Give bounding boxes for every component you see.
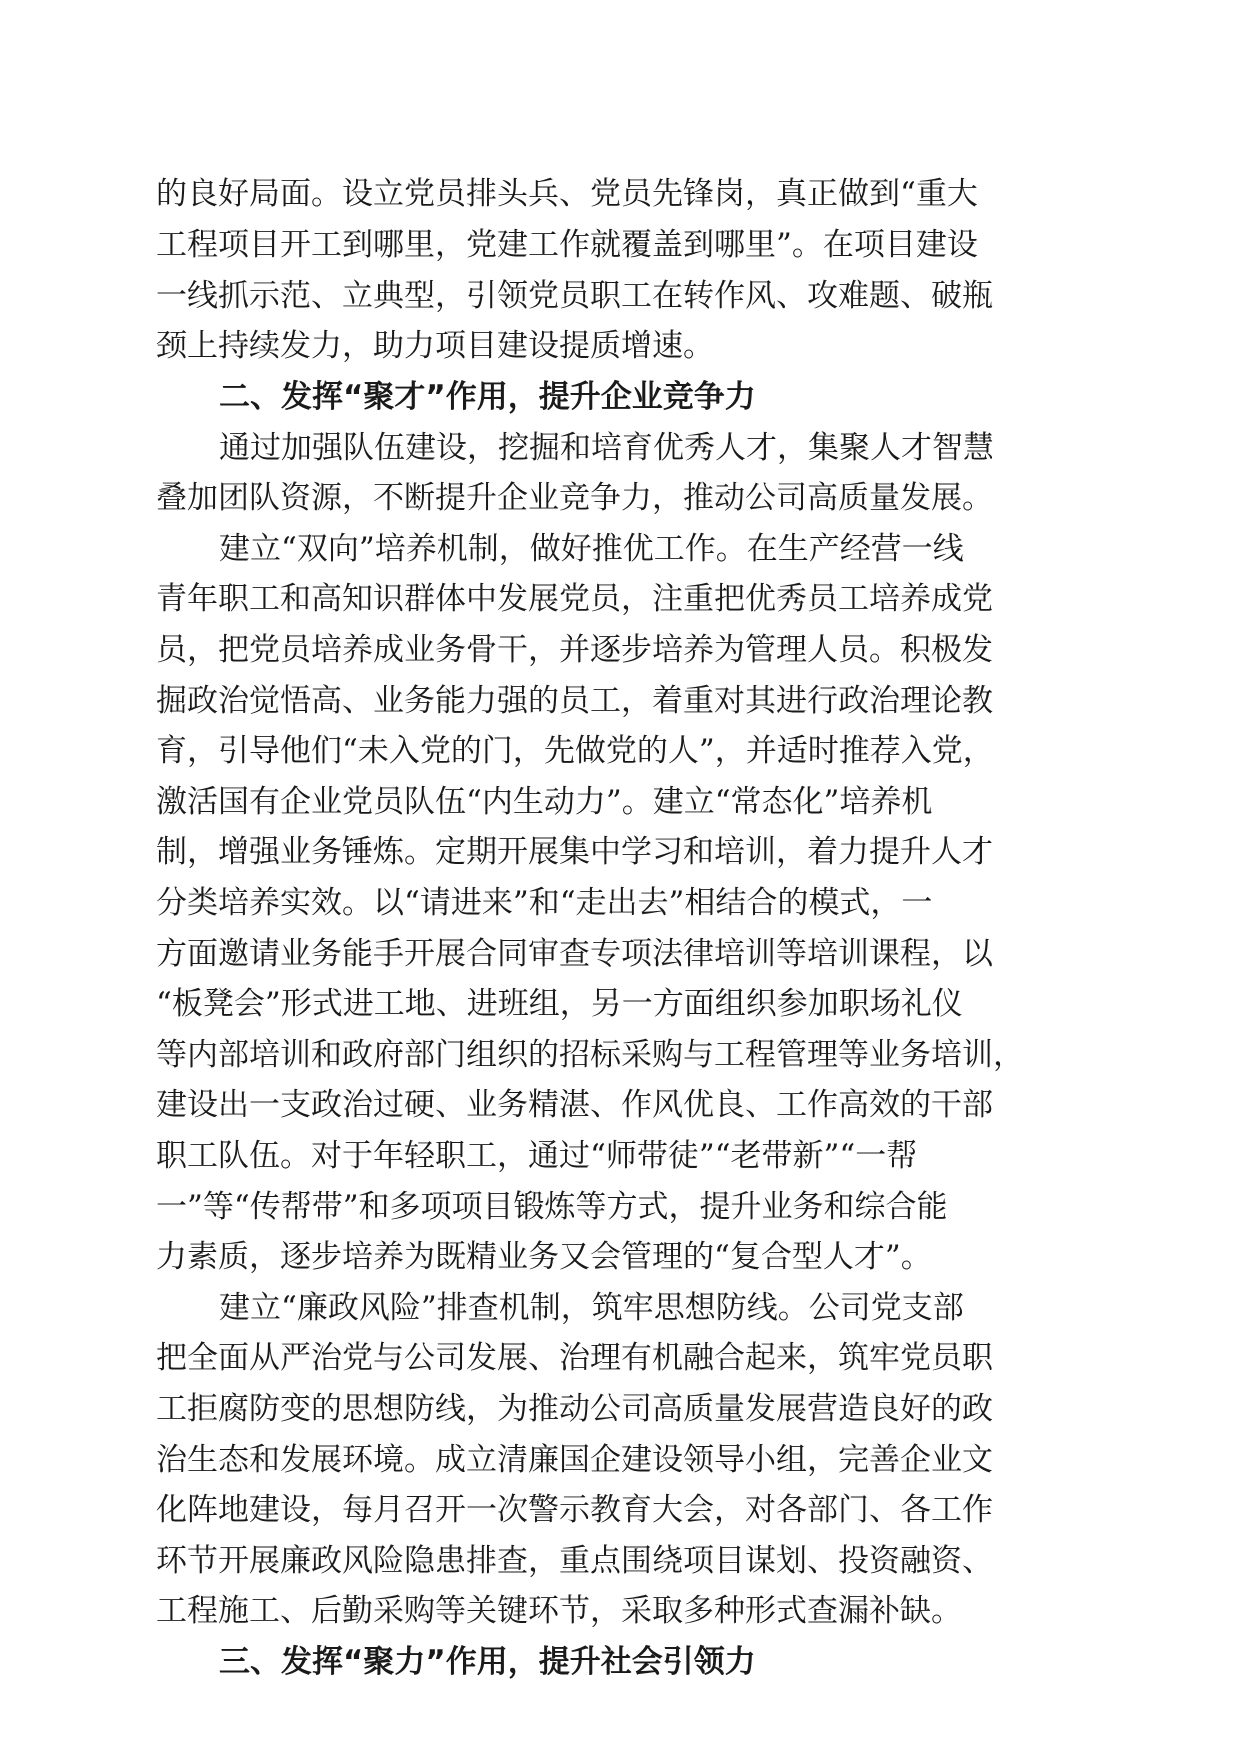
- paragraph-line: 工程项目开工到哪里，党建工作就覆盖到哪里”。在项目建设: [156, 227, 978, 263]
- paragraph-line: 一线抓示范、立典型，引领党员职工在转作风、攻难题、破瓶: [156, 278, 993, 314]
- paragraph-line: 颈上持续发力，助力项目建设提质增速。: [156, 328, 714, 364]
- paragraph-line: 治生态和发展环境。成立清廉国企建设领导小组，完善企业文: [156, 1442, 993, 1478]
- paragraph-line: 员，把党员培养成业务骨干，并逐步培养为管理人员。积极发: [156, 632, 993, 668]
- paragraph-line: 化阵地建设，每月召开一次警示教育大会，对各部门、各工作: [156, 1492, 993, 1528]
- paragraph-line: 叠加团队资源，不断提升企业竞争力，推动公司高质量发展。: [156, 480, 993, 516]
- paragraph-line: 等内部培训和政府部门组织的招标采购与工程管理等业务培训，: [156, 1037, 1024, 1073]
- paragraph-line: 的良好局面。设立党员排头兵、党员先锋岗，真正做到“重大: [156, 176, 978, 212]
- paragraph-line: 工拒腐防变的思想防线，为推动公司高质量发展营造良好的政: [156, 1391, 993, 1427]
- section-heading: 二、发挥“聚才”作用，提升企业竞争力: [219, 379, 756, 415]
- paragraph-line: 把全面从严治党与公司发展、治理有机融合起来，筑牢党员职: [156, 1340, 993, 1376]
- paragraph-line: 掘政治觉悟高、业务能力强的员工，着重对其进行政治理论教: [156, 683, 993, 719]
- paragraph-line: 育，引导他们“未入党的门，先做党的人”，并适时推荐入党，: [156, 733, 994, 769]
- paragraph-line: 建设出一支政治过硬、业务精湛、作风优良、工作高效的干部: [156, 1087, 993, 1123]
- paragraph-line: 通过加强队伍建设，挖掘和培育优秀人才，集聚人才智慧: [219, 430, 994, 466]
- paragraph-line: 力素质，逐步培养为既精业务又会管理的“复合型人才”。: [156, 1239, 932, 1275]
- paragraph-line: 激活国有企业党员队伍“内生动力”。建立“常态化”培养机: [156, 784, 933, 820]
- paragraph-line: 制，增强业务锤炼。定期开展集中学习和培训，着力提升人才: [156, 834, 993, 870]
- paragraph-line: 一”等“传帮带”和多项项目锻炼等方式，提升业务和综合能: [156, 1189, 948, 1225]
- paragraph-line: 建立“双向”培养机制，做好推优工作。在生产经营一线: [219, 531, 964, 567]
- paragraph-line: 方面邀请业务能手开展合同审查专项法律培训等培训课程，以: [156, 936, 993, 972]
- section-heading: 三、发挥“聚力”作用，提升社会引领力: [219, 1644, 756, 1680]
- paragraph-line: 环节开展廉政风险隐患排查，重点围绕项目谋划、投资融资、: [156, 1543, 993, 1579]
- paragraph-line: “板凳会”形式进工地、进班组，另一方面组织参加职场礼仪: [156, 986, 963, 1022]
- paragraph-line: 工程施工、后勤采购等关键环节，采取多种形式查漏补缺。: [156, 1593, 962, 1629]
- paragraph-line: 青年职工和高知识群体中发展党员，注重把优秀员工培养成党: [156, 581, 993, 617]
- paragraph-line: 分类培养实效。以“请进来”和“走出去”相结合的模式，一: [156, 885, 933, 921]
- paragraph-line: 职工队伍。对于年轻职工，通过“师带徒”“老带新”“一帮: [156, 1138, 918, 1174]
- paragraph-line: 建立“廉政风险”排查机制，筑牢思想防线。公司党支部: [219, 1290, 964, 1326]
